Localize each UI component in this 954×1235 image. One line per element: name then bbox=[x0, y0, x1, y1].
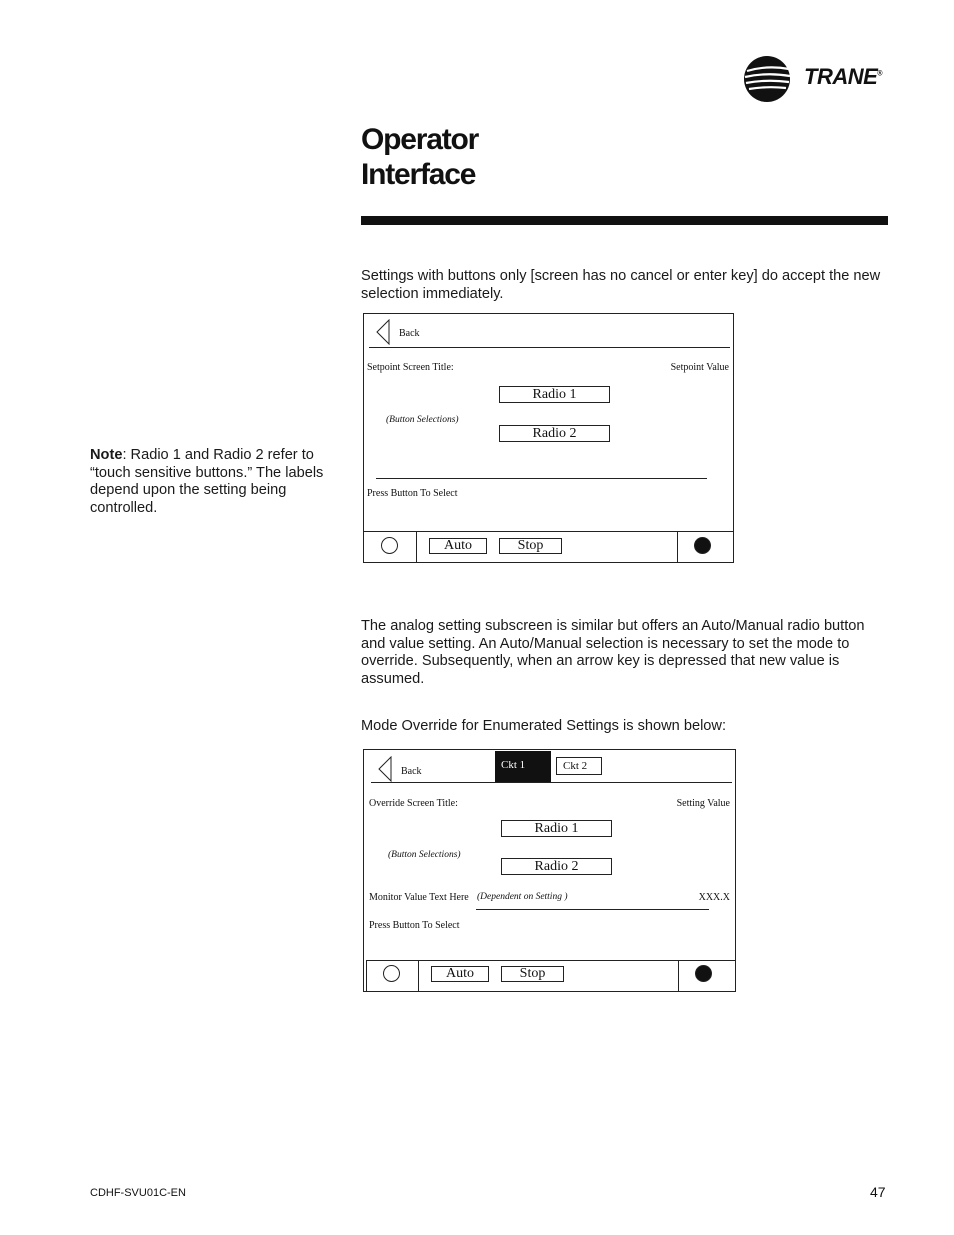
screen-title-label: Override Screen Title: bbox=[369, 798, 458, 809]
paragraph-buttons-only: Settings with buttons only [screen has no cancel or enter key] do accept the new selection immediately. bbox=[361, 268, 881, 302]
title-rule bbox=[361, 216, 888, 225]
back-arrow-icon[interactable] bbox=[375, 319, 391, 345]
empty-circle-button[interactable] bbox=[381, 537, 398, 554]
side-note bbox=[90, 447, 345, 517]
press-button-prompt: Press Button To Select bbox=[367, 488, 458, 499]
footer-divider bbox=[366, 960, 735, 961]
auto-button[interactable]: Auto bbox=[429, 538, 487, 554]
prompt-divider bbox=[376, 478, 707, 479]
tab-ckt-2[interactable]: Ckt 2 bbox=[556, 757, 602, 775]
monitor-value: XXX.X bbox=[698, 892, 730, 903]
page-title bbox=[361, 122, 478, 192]
header-divider bbox=[371, 782, 732, 783]
radio-1-button[interactable]: Radio 1 bbox=[499, 386, 610, 403]
button-selections-label: (Button Selections) bbox=[386, 415, 459, 425]
page-title-line1: Operator bbox=[361, 123, 479, 156]
trane-globe-icon bbox=[743, 54, 795, 104]
note-label: Note bbox=[90, 447, 123, 463]
empty-circle-button[interactable] bbox=[383, 965, 400, 982]
paragraph-analog-setting: The analog setting subscreen is similar but offers an Auto/Manual radio button and value setting. An Auto/Manual selection is necessary to set the mode to override. Subsequently, when an arrow key is depressed that new value is assumed. bbox=[361, 618, 865, 687]
back-arrow-icon[interactable] bbox=[377, 756, 393, 782]
setpoint-value-label: Setpoint Value bbox=[670, 362, 729, 373]
page-number: 47 bbox=[870, 1184, 886, 1200]
footer-vdivider-right bbox=[678, 960, 679, 991]
paragraph-mode-override: Mode Override for Enumerated Settings is shown below: bbox=[361, 718, 727, 734]
monitor-value-label: Monitor Value Text Here bbox=[369, 892, 469, 903]
filled-circle-button[interactable] bbox=[695, 965, 712, 982]
press-button-prompt: Press Button To Select bbox=[369, 920, 460, 931]
tab-ckt-1[interactable]: Ckt 1 bbox=[495, 751, 551, 782]
filled-circle-button[interactable] bbox=[694, 537, 711, 554]
auto-button[interactable]: Auto bbox=[431, 966, 489, 982]
button-selections-label: (Button Selections) bbox=[388, 850, 461, 860]
screen-title-label: Setpoint Screen Title: bbox=[367, 362, 454, 373]
setpoint-screen-mockup bbox=[363, 313, 734, 563]
stop-button[interactable]: Stop bbox=[501, 966, 564, 982]
radio-1-button[interactable]: Radio 1 bbox=[501, 820, 612, 837]
setting-value-label: Setting Value bbox=[676, 798, 730, 809]
page-title-line2: Interface bbox=[361, 158, 476, 191]
footer-vdivider-left bbox=[418, 960, 419, 991]
back-label[interactable]: Back bbox=[401, 766, 422, 777]
radio-2-button[interactable]: Radio 2 bbox=[501, 858, 612, 875]
document-code: CDHF-SVU01C-EN bbox=[90, 1187, 186, 1199]
footer-vdivider-edge bbox=[366, 960, 367, 991]
back-label[interactable]: Back bbox=[399, 328, 420, 339]
stop-button[interactable]: Stop bbox=[499, 538, 562, 554]
footer-vdivider-left bbox=[416, 531, 417, 562]
monitor-divider bbox=[476, 909, 709, 910]
override-screen-mockup bbox=[363, 749, 736, 992]
dependent-on-setting-label: (Dependent on Setting ) bbox=[477, 892, 568, 902]
header-divider bbox=[369, 347, 730, 348]
radio-2-button[interactable]: Radio 2 bbox=[499, 425, 610, 442]
footer-vdivider-right bbox=[677, 531, 678, 562]
brand-wordmark: TRANE® bbox=[804, 64, 882, 89]
note-text: : Radio 1 and Radio 2 refer to “touch sensitive buttons.” The labels depend upon the setting being controlled. bbox=[90, 447, 324, 516]
